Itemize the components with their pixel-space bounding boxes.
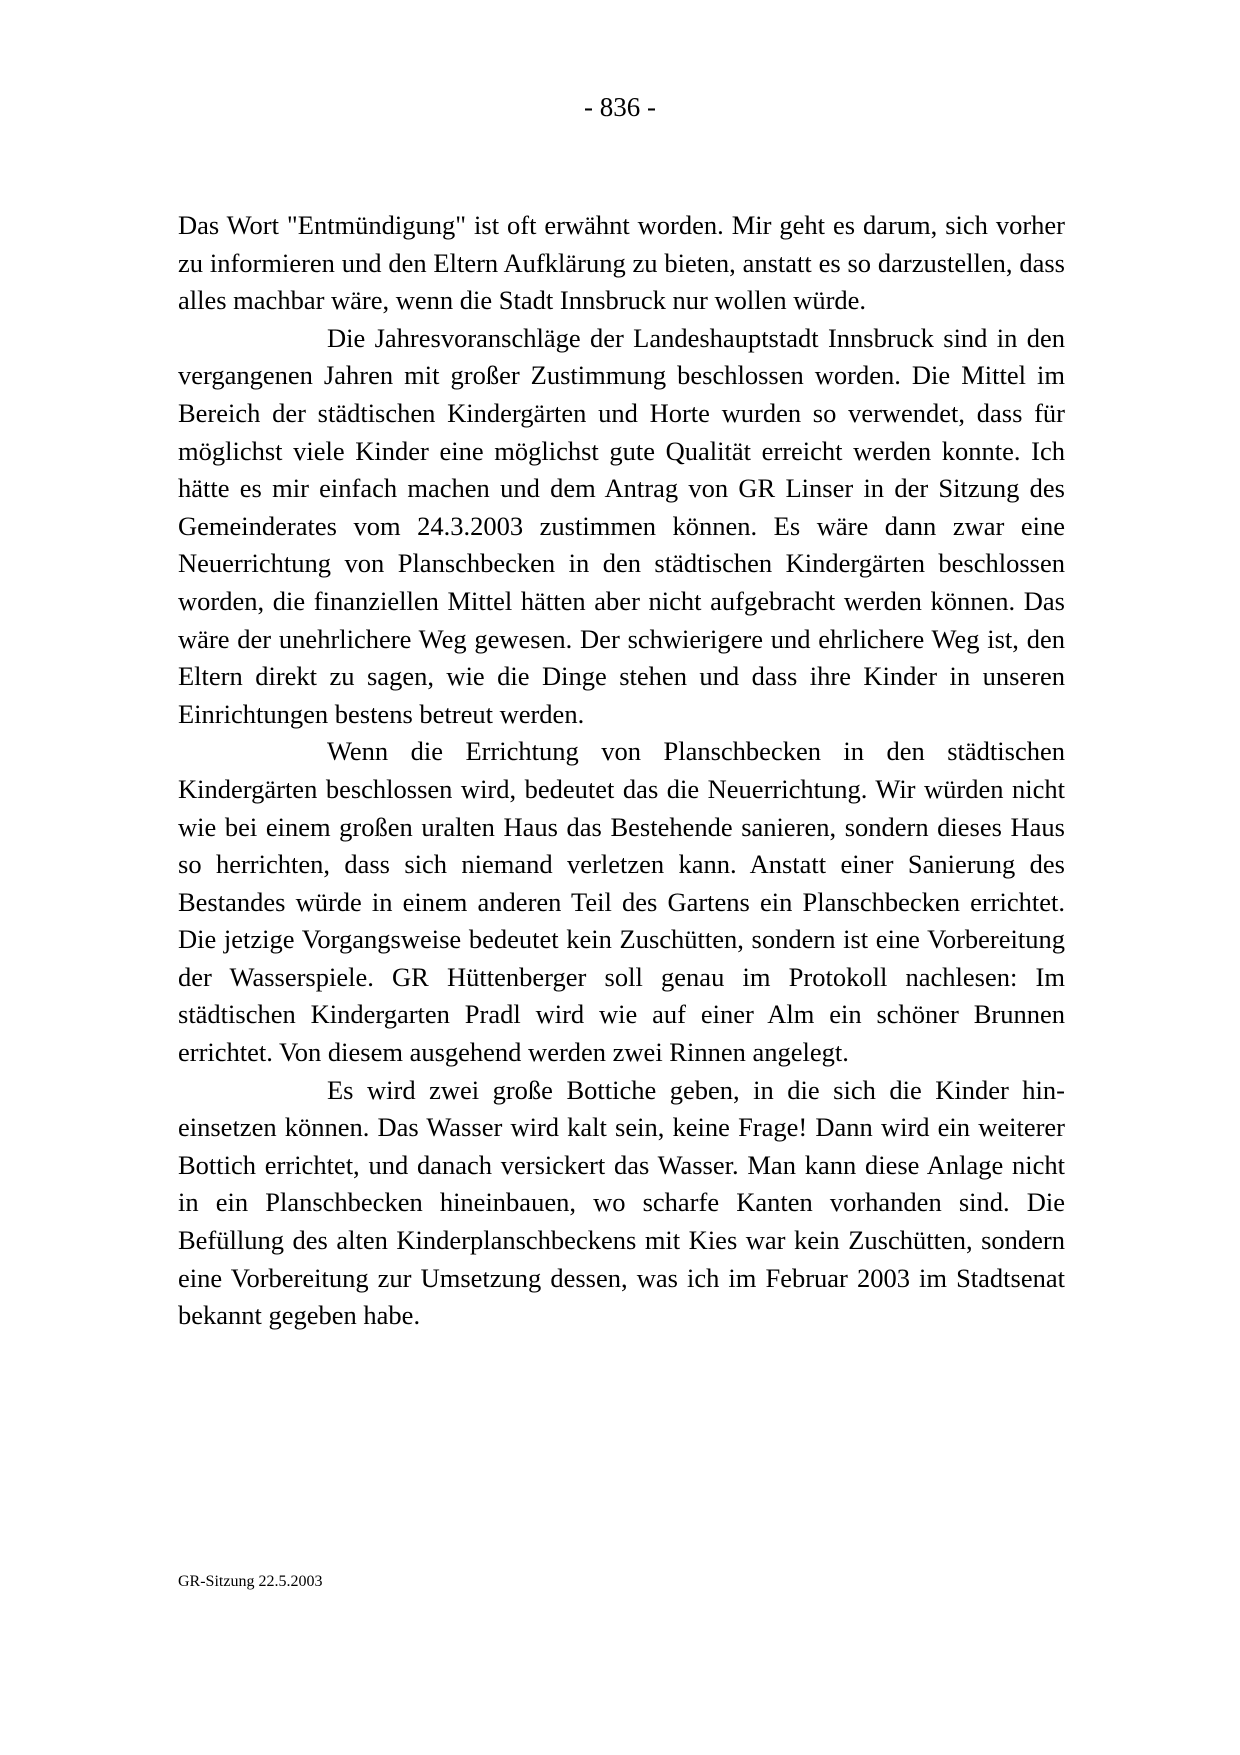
- page-number: - 836 -: [584, 92, 656, 122]
- document-body: [178, 207, 1065, 1335]
- paragraph-2: Die Jahresvoranschläge der Landeshauptstadt Innsbruck sind in den vergangenen Jahren mit großer Zustimmung beschlossen worden. Die Mittel im Bereich der städtischen Kindergärten und Horte wurden so verwendet, dass für möglichst viele Kinder eine möglichst gute Qualität erreicht werden konnte. Ich hätte es mir einfach machen und dem Antrag von GR Linser in der Sitzung des Gemeinderates vom 24.3.2003 zustimmen können. Es wäre dann zwar eine Neuerrichtung von Planschbecken in den städtischen Kindergärten beschlossen worden, die finanziellen Mittel hätten aber nicht aufgebracht werden können. Das wäre der unehrlichere Weg gewesen. Der schwierigere und ehrlichere Weg ist, den Eltern direkt zu sagen, wie die Dinge stehen und dass ihre Kinder in unseren Einrichtungen bestens betreut werden.: [178, 322, 1065, 729]
- footer-session-label: GR-Sitzung 22.5.2003: [178, 1573, 323, 1590]
- paragraph-3: Wenn die Errichtung von Planschbecken in den städtischen Kindergärten beschlossen wird, bedeutet das die Neuerrichtung. Wir würden nicht wie bei einem großen uralten Haus das Bestehende sanieren, sondern dieses Haus so herrichten, dass sich niemand verletzen kann. Anstatt einer Sanierung des Bestandes würde in einem anderen Teil des Gartens ein Planschbecken errichtet. Die jetzige Vorgangsweise bedeutet kein Zuschütten, sondern ist eine Vorbereitung der Wasserspiele. GR Hüttenberger soll genau im Protokoll nachlesen: Im städtischen Kindergarten Pradl wird wie auf einer Alm ein schöner Brunnen errichtet. Von diesem ausgehend werden zwei Rinnen angelegt.: [178, 736, 1065, 1068]
- paragraph-4: Es wird zwei große Bottiche geben, in die sich die Kinder hineinsetzen können. Das Wasser wird kalt sein, keine Frage! Dann wird ein weiterer Bottich errichtet, und danach versickert das Wasser. Man kann diese Anlage nicht in ein Planschbecken hineinbauen, wo scharfe Kanten vorhanden sind. Die Befüllung des alten Kinderplanschbeckens mit Kies war kein Zuschütten, sondern eine Vorbereitung zur Umsetzung dessen, was ich im Februar 2003 im Stadtsenat bekannt gegeben habe.: [178, 1074, 1065, 1331]
- paragraph-1: Das Wort "Entmündigung" ist oft erwähnt worden. Mir geht es darum, sich vorher zu informieren und den Eltern Aufklärung zu bieten, anstatt es so darzustellen, dass alles machbar wäre, wenn die Stadt Innsbruck nur wollen würde.: [178, 210, 1065, 316]
